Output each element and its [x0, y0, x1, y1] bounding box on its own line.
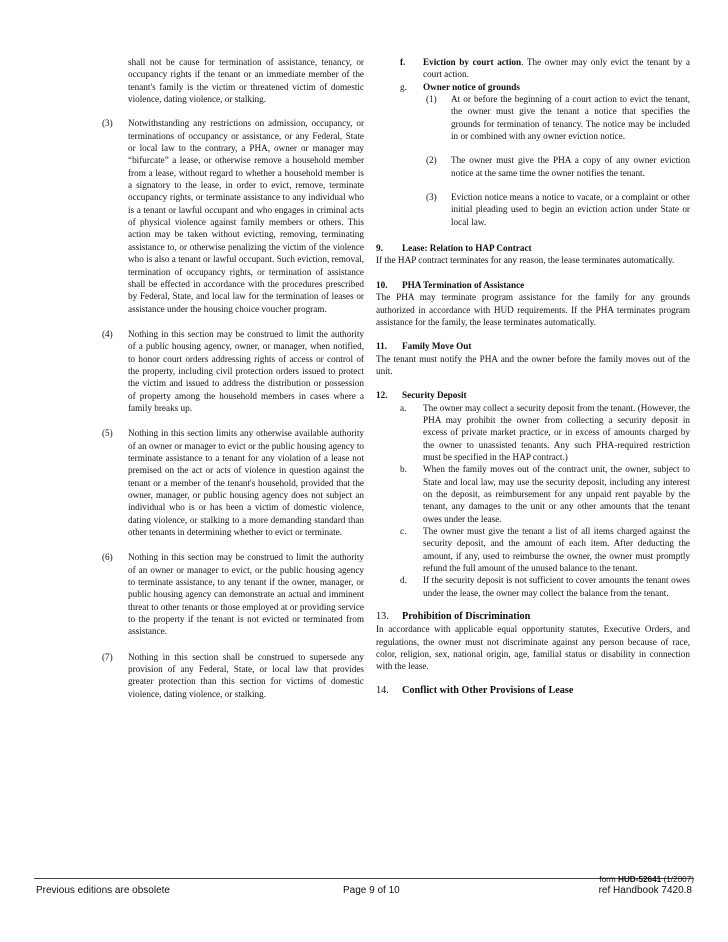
sub-text: At or before the beginning of a court action to evict the tenant, the owner must give the tenant a notice that specifies the grounds for termination of tenancy. The notice may be included in or combined with any owner eviction notice.	[451, 94, 690, 142]
left-column	[102, 56, 364, 700]
right-column	[376, 56, 690, 697]
item-text: If the security deposit is not sufficient to cover amounts the tenant owes under the lease, the owner may collect the balance from the tenant.	[423, 575, 690, 598]
section-title: Conflict with Other Provisions of Lease	[402, 684, 574, 696]
section-13-heading	[376, 611, 690, 623]
item-label: a.	[400, 402, 407, 413]
deposit-item-c	[376, 525, 690, 574]
section-number: 10.	[376, 279, 388, 290]
paragraph-text: Nothing in this section may be construed to limit the authority of an owner or manager to evict, or the public housing agency to terminate assistance, to any tenant if the owner, manager, or public housing agency can demonstrate an actual and imminent threat to other tenants or those employed at or providing service to the property if the tenant is not evicted or terminated from assistance.	[128, 552, 364, 637]
sub-text: Eviction notice means a notice to vacate, or a complaint or other initial pleading used to begin an eviction action under State or local law.	[451, 192, 690, 227]
obsolete-notice: Previous editions are obsolete	[36, 885, 170, 896]
section-11-heading	[376, 340, 690, 352]
paragraph-6	[102, 551, 364, 637]
item-label: c.	[400, 526, 407, 536]
section-9-heading	[376, 242, 690, 254]
deposit-item-d	[376, 574, 690, 599]
section-number: 12.	[376, 390, 388, 401]
section-title: Family Move Out	[402, 341, 472, 352]
sub-number: (1)	[426, 94, 437, 105]
paragraph-number: (3)	[102, 118, 113, 129]
paragraph-text: Nothing in this section limits any otherwise available authority of an owner or manager to evict or the public housing agency to terminate assistance to a tenant for any violation of a lease not premised on the act or acts of violence in question against the tenant or a member of the tenant's household, provided that the owner, manager, or public housing agency does not subject an individual who is or has been a victim of domestic violence, dating violence, or stalking to a more demanding standard than other tenants in determining whether to evict or terminate.	[128, 428, 364, 538]
section-9-text: If the HAP contract terminates for any reason, the lease terminates automatically.	[376, 255, 675, 266]
form-id: HUD-52641	[617, 875, 662, 884]
item-heading: Owner notice of grounds	[423, 81, 520, 92]
section-12-heading	[376, 389, 690, 401]
deposit-item-a	[376, 402, 690, 464]
section-10-text: The PHA may terminate program assistance for the family for any grounds authorized in accordance with HUD requirements. If the PHA terminates program assistance for the family, the lease terminates automatically.	[376, 292, 690, 327]
paragraph-3	[102, 117, 364, 315]
continuation-text: shall not be cause for termination of assistance, tenancy, or occupancy rights if the tenant or an immediate member of the tenant's family is the victim or threatened victim of domestic violence, dating violence, or stalking.	[128, 57, 364, 105]
form-prefix: form	[599, 875, 616, 884]
paragraph-text: Notwithstanding any restrictions on admission, occupancy, or terminations of occupancy or assistance, or any Federal, State or local law to the contrary, a PHA, owner or manager may “bifurcate” a lease, or otherwise remove a household member from a lease, without regard to whether a household member is a signatory to the lease, in order to evict, remove, terminate occupancy rights, or terminate assistance to any individual who is a tenant or lawful occupant and who engages in criminal acts of physical violence against family members or others. This action may be taken without evicting, removing, terminating assistance to, or otherwise penalizing the victim of the violence who is also a tenant or lawful occupant. Such eviction, removal, termination of occupancy rights, or termination of assistance shall be effected in accordance with the procedures prescribed by Federal, State, and local law for the termination of leases or assistance under the housing choice voucher program.	[128, 118, 364, 314]
section-title: PHA Termination of Assistance	[402, 279, 525, 290]
item-label: g.	[400, 81, 407, 92]
paragraph-number: (7)	[102, 651, 113, 662]
section-14-heading	[376, 685, 690, 697]
handbook-reference: ref Handbook 7420.8	[598, 885, 692, 896]
section-title: Security Deposit	[402, 390, 467, 401]
item-label: d.	[400, 575, 407, 586]
item-label: b.	[400, 464, 407, 475]
form-date: (1/2007)	[663, 875, 694, 884]
section-number: 9.	[376, 243, 383, 254]
paragraph-number: (4)	[102, 328, 113, 339]
section-number: 14.	[376, 684, 389, 696]
section-title: Prohibition of Discrimination	[402, 611, 531, 623]
paragraph-7	[102, 651, 364, 700]
item-heading: Eviction by court action	[423, 57, 522, 67]
sub-text: The owner must give the PHA a copy of any owner eviction notice at the same time the owner notifies the tenant.	[451, 155, 690, 178]
item-text: . The owner may only evict the tenant by a court action.	[423, 57, 690, 80]
paragraph-5	[102, 427, 364, 538]
page-number: Page 9 of 10	[343, 885, 400, 896]
deposit-item-b	[376, 463, 690, 525]
g-sub-3	[376, 191, 690, 228]
g-sub-1	[376, 93, 690, 142]
item-f	[376, 56, 690, 81]
section-title: Lease: Relation to HAP Contract	[402, 243, 532, 254]
section-13-text: In accordance with applicable equal opportunity statutes, Executive Orders, and regulations, the owner must not discriminate against any person because of race, color, religion, sex, national origin, age, familial status or disability in connection with the lease.	[376, 624, 690, 672]
paragraph-number: (6)	[102, 552, 113, 563]
paragraph-text: Nothing in this section shall be construed to supersede any provision of any Federal, State, or local law that provides greater protection than this section for victims of domestic violence, dating violence, or stalking.	[128, 651, 364, 699]
item-text: When the family moves out of the contract unit, the owner, subject to State and local law, may use the security deposit, including any interest on the deposit, as reimbursement for any unpaid rent payable by the tenant, any damages to the unit or any other amounts that the tenant owes under the lease.	[423, 464, 690, 524]
item-label: f.	[400, 57, 406, 67]
item-text: The owner must give the tenant a list of all items charged against the security deposit, and the amount of each item. After deducting the amount, if any, used to reimburse the owner, the owner must promptly refund the full amount of the unused balance to the tenant.	[423, 526, 690, 574]
g-sub-2	[376, 154, 690, 179]
item-text: The owner may collect a security deposit from the tenant. (However, the PHA may prohibit the owner from collecting a security deposit in excess of private market practice, or in excess of amounts charged by the owner to unassisted tenants. Any such PHA-required restriction must be specified in the HAP contract.)	[423, 402, 690, 462]
sub-number: (3)	[426, 192, 437, 203]
paragraph-4	[102, 328, 364, 414]
sub-number: (2)	[426, 155, 437, 166]
item-g	[376, 81, 690, 93]
paragraph-number: (5)	[102, 428, 113, 439]
section-10-heading	[376, 279, 690, 291]
section-number: 11.	[376, 341, 387, 352]
section-number: 13.	[376, 611, 389, 623]
paragraph-text: Nothing in this section may be construed to limit the authority of a public housing agency, owner, or manager, when notified, to honor court orders addressing rights of access or control of the property, including civil protection orders issued to protect the victim and issued to address the distribution or possession of property among the household members in cases where a family breaks up.	[128, 328, 364, 413]
footer-divider	[34, 878, 694, 879]
section-11-text: The tenant must notify the PHA and the owner before the family moves out of the unit.	[376, 353, 690, 376]
